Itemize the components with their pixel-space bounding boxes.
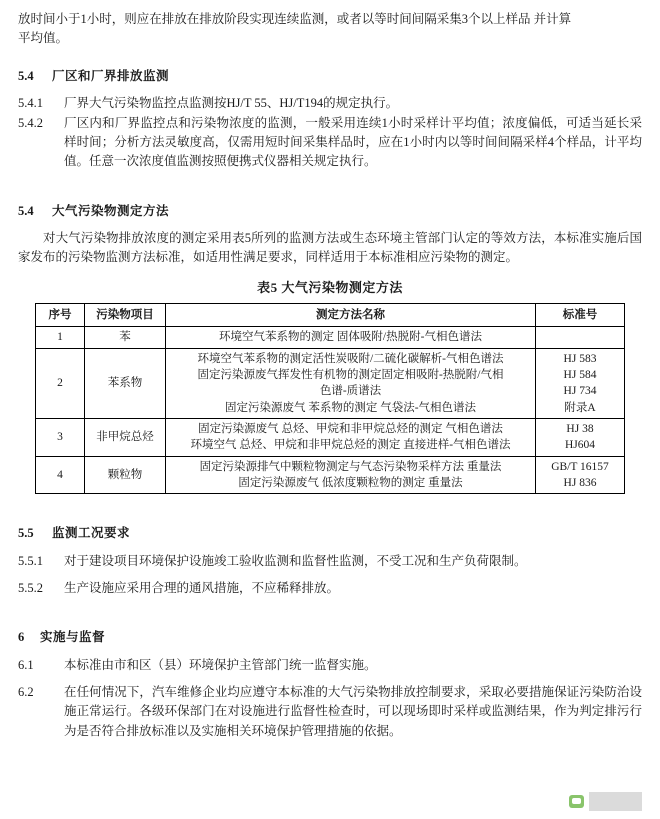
clause-5-5-2: [18, 579, 642, 598]
row-2-no: 2: [36, 348, 85, 418]
clause-6-2-label: 6.2: [18, 685, 34, 700]
table-header-method: 测定方法名称: [166, 303, 536, 326]
row-4-item: 颗粒物: [85, 456, 166, 494]
clause-5-5-2-text: 生产设施应采用合理的通风措施，不应稀释排放。: [64, 580, 340, 595]
section-heading-5-5: [18, 524, 642, 543]
row-3-item: 非甲烷总烃: [85, 418, 166, 456]
clause-6-2: [18, 683, 642, 741]
table-row: [36, 418, 625, 456]
section-heading-5-4-a: [18, 67, 642, 86]
row-3-method-line-1: 固定污染源废气 总烃、甲烷和非甲烷总烃的测定 气相色谱法: [198, 422, 503, 435]
row-3-no: 3: [36, 418, 85, 456]
top-paragraph: [18, 10, 642, 49]
section-number-5-4-b: 5.4: [18, 203, 34, 218]
clause-6-1-label: 6.1: [18, 657, 34, 672]
section-title-5-4-a: 厂区和厂界排放监测: [52, 68, 170, 83]
row-2-standard: [536, 348, 625, 418]
table-header-standard: 标准号: [536, 303, 625, 326]
wechat-icon: [569, 795, 584, 808]
table-header-no: 序号: [36, 303, 85, 326]
row-3-standard: [536, 418, 625, 456]
top-paragraph-line2: 平均值。: [18, 31, 69, 46]
section-heading-5-4-b: [18, 202, 642, 221]
row-2-method-line-3: 色谱-质谱法: [319, 385, 382, 398]
clause-5-4-2-label: 5.4.2: [18, 115, 43, 130]
row-1-item: 苯: [85, 327, 166, 348]
section-heading-6: [18, 628, 642, 647]
section-number-5-4-a: 5.4: [18, 68, 34, 83]
table-header-row: [36, 303, 625, 326]
row-4-standard-1: GB/T 16157: [551, 460, 609, 473]
section-5-4-b-paragraph: 对大气污染物排放浓度的测定采用表5所列的监测方法或生态环境主管部门认定的等效方法，本标准实施后国家发布的污染物监测方法标准，如适用性满足要求，同样适用于本标准相应污染物的测定。: [18, 231, 642, 265]
clause-5-4-1-text: 厂界大气污染物监控点监测按HJ/T 55、HJ/T194的规定执行。: [64, 96, 399, 111]
clause-5-5-2-label: 5.5.2: [18, 580, 43, 595]
clause-5-5-1: [18, 552, 642, 571]
row-2-standard-1: HJ 583: [563, 352, 597, 365]
row-4-no: 4: [36, 456, 85, 494]
row-2-method-line-4: 固定污染源废气 苯系物的测定 气袋法-气相色谱法: [224, 401, 477, 414]
table-row: [36, 327, 625, 348]
clause-6-1: [18, 656, 642, 675]
row-2-standard-4: 附录A: [564, 401, 596, 414]
row-4-method-line-2: 固定污染源废气 低浓度颗粒物的测定 重量法: [238, 476, 463, 489]
row-2-method-line-2: 固定污染源废气挥发性有机物的测定固定相吸附-热脱附/气相: [197, 368, 504, 381]
table-row: [36, 456, 625, 494]
clause-5-5-1-label: 5.5.1: [18, 553, 43, 568]
clause-5-4-2: [18, 114, 642, 172]
air-pollutant-methods-table: [35, 303, 625, 494]
row-4-method-line-1: 固定污染源排气中颗粒物测定与气态污染物采样方法 重量法: [199, 460, 502, 473]
row-1-no: 1: [36, 327, 85, 348]
row-3-standard-1: HJ 38: [566, 422, 594, 435]
row-2-item: 苯系物: [85, 348, 166, 418]
row-1-method: 环境空气苯系物的测定 固体吸附/热脱附-气相色谱法: [166, 327, 536, 348]
row-3-standard-2: HJ604: [564, 439, 596, 452]
row-3-method-line-2: 环境空气 总烃、甲烷和非甲烷总烃的测定 直接进样-气相色谱法: [190, 439, 511, 452]
row-4-standard-2: HJ 836: [563, 476, 597, 489]
row-4-method: [166, 456, 536, 494]
table-title: 表5 大气污染物测定方法: [257, 279, 403, 295]
row-2-method: [166, 348, 536, 418]
clause-6-2-text: 在任何情况下，汽车维修企业均应遵守本标准的大气污染物排放控制要求，采取必要措施保证污染防治设施正常运行。各级环保部门在对设施进行监督性检查时，可以现场即时采样或监测结果，作为判定排污行为是否符合排放标准以及实施相关环境保护管理措施的依据。: [64, 685, 642, 738]
section-title-5-4-b: 大气污染物测定方法: [52, 203, 170, 218]
row-4-standard: [536, 456, 625, 494]
row-2-standard-2: HJ 584: [563, 368, 597, 381]
clause-6-1-text: 本标准由市和区（县）环境保护主管部门统一监督实施。: [64, 657, 377, 672]
watermark-text: [589, 792, 642, 811]
clause-5-4-2-text: 厂区内和厂界监控点和污染物浓度的监测，一般采用连续1小时采样计平均值；浓度偏低，可适当延长采样时间；分析方法灵敏度高，仅需用短时间采集样品时，应在1小时内以等时间间隔采样4个样品，计平均值。任意一次浓度值监测按照便携式仪器相关规定执行。: [64, 115, 642, 169]
clause-5-4-1-label: 5.4.1: [18, 96, 43, 111]
row-1-standard: [536, 327, 625, 348]
section-title-6: 实施与监督: [40, 630, 106, 645]
table-header-item: 污染物项目: [85, 303, 166, 326]
row-2-standard-3: HJ 734: [563, 385, 597, 398]
section-number-6: 6: [18, 630, 25, 645]
row-3-method: [166, 418, 536, 456]
clause-5-4-1: [18, 94, 642, 113]
top-paragraph-line1: 放时间小于1小时，则应在排放在排放阶段实现连续监测，或者以等时间间隔采集3个以上样品 并计算: [18, 12, 572, 26]
clause-5-5-1-text: 对于建设项目环境保护设施竣工验收监测和监督性监测，不受工况和生产负荷限制。: [64, 553, 527, 568]
row-2-method-line-1: 环境空气苯系物的测定活性炭吸附/二硫化碳解析-气相色谱法: [197, 352, 504, 365]
table-row: [36, 348, 625, 418]
watermark: [569, 792, 642, 811]
section-title-5-5: 监测工况要求: [52, 526, 131, 541]
section-number-5-5: 5.5: [18, 526, 34, 541]
